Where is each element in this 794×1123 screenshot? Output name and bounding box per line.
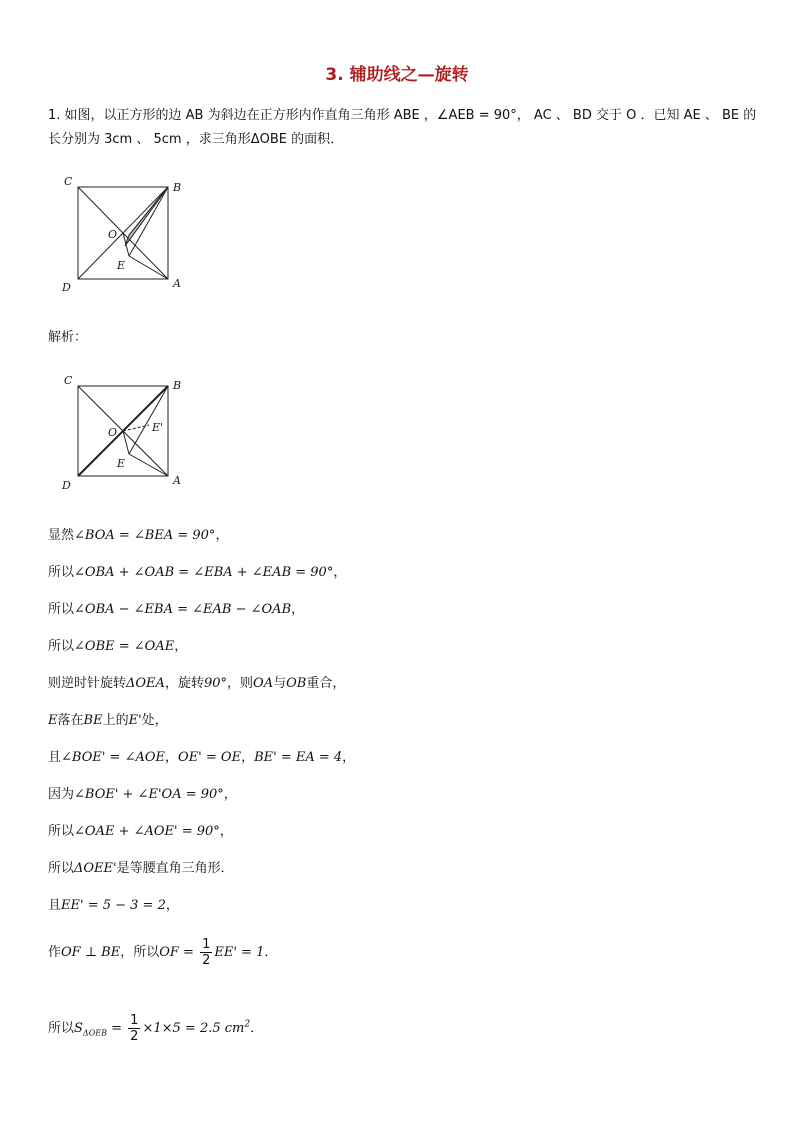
solution-line-13: 所以$S_{\Delta OEB}$ = $\frac{1}{2}$ ×1×5 = 2.5 $cm^2$． xyxy=(48,1013,264,1044)
figure-1-square-diagram xyxy=(56,172,196,297)
solution-line-7: 且∠BOE' = ∠AOE，OE' = OE，BE' = EA = 4， xyxy=(48,750,356,765)
label-b: B xyxy=(173,379,182,392)
solution-line-9: 所以∠OAE + ∠AOE' = 90°， xyxy=(48,824,233,839)
label-d: D xyxy=(62,479,71,492)
label-a: A xyxy=(173,474,181,487)
label-o: O xyxy=(108,228,118,241)
problem-statement: 1. 如图，以正方形的边 AB 为斜边在正方形内作直角三角形 ABE ，∠AEB = 90°， AC 、 BD 交于 O ．已知 AE 、 BE 的长分别为 3cm 、 5cm ，求三角形ΔOBE 的面积． xyxy=(48,108,757,147)
label-a: A xyxy=(173,277,181,290)
label-d: D xyxy=(62,281,71,294)
label-o: O xyxy=(108,426,118,439)
solution-line-12: 作OF ⊥ BE，所以OF = $\frac{1}{2}$ EE' = 1． xyxy=(48,937,278,968)
analysis-label: 解析： xyxy=(48,330,88,345)
solution-line-5: 则逆时针旋转ΔOEA，旋转90°，则OA与OB重合， xyxy=(48,676,346,691)
label-b: B xyxy=(173,181,182,194)
label-c: C xyxy=(64,374,73,387)
solution-line-10: 所以ΔOEE'是等腰直角三角形． xyxy=(48,861,234,876)
label-e-prime: E' xyxy=(152,421,164,434)
label-c: C xyxy=(64,175,73,188)
figure-2-rotation-diagram xyxy=(56,369,196,494)
solution-line-6: E落在BE上的E'处， xyxy=(48,713,168,728)
label-e: E xyxy=(117,457,126,470)
segment-ea xyxy=(129,454,168,476)
triangle-obe-shaded xyxy=(125,187,168,246)
fraction-one-half: $\frac{1}{2}$ xyxy=(130,1013,139,1044)
solution-line-3: 所以∠OBA − ∠EBA = ∠EAB − ∠OAB， xyxy=(48,602,305,617)
page-title: 3. 辅助线之—旋转 xyxy=(325,65,469,85)
solution-line-4: 所以∠OBE = ∠OAE， xyxy=(48,639,188,654)
solution-line-11: 且EE' = 5 − 3 = 2， xyxy=(48,898,179,913)
fraction-one-half: $\frac{1}{2}$ xyxy=(202,937,211,968)
label-e: E xyxy=(117,259,126,272)
solution-line-2: 所以∠OBA + ∠OAB = ∠EBA + ∠EAB = 90°， xyxy=(48,565,347,580)
solution-line-8: 因为∠BOE' + ∠E'OA = 90°， xyxy=(48,787,237,802)
solution-line-1: 显然∠BOA = ∠BEA = 90°， xyxy=(48,528,229,543)
